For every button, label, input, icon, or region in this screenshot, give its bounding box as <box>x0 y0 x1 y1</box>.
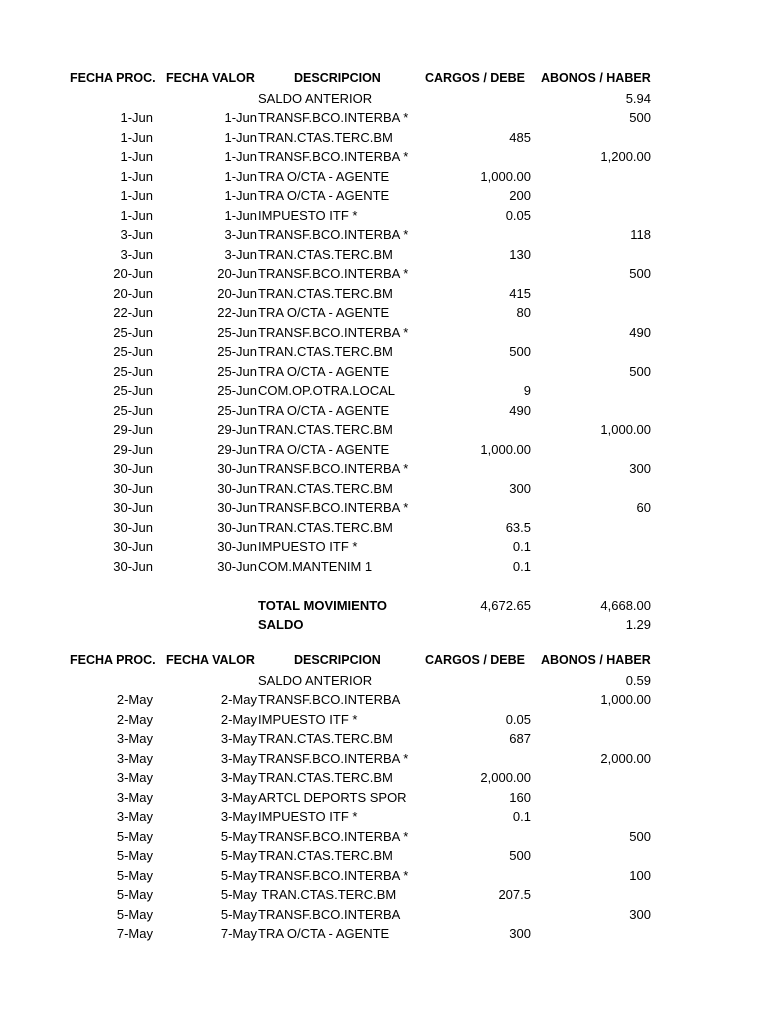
descripcion-cell: TRA O/CTA - AGENTE <box>258 926 390 941</box>
table-row <box>0 303 768 323</box>
table-row <box>0 264 768 284</box>
table-row <box>0 284 768 304</box>
fecha-valor-cell: 5-May <box>220 906 257 922</box>
descripcion-cell: COM.OP.OTRA.LOCAL <box>258 383 396 398</box>
header-row <box>0 69 768 89</box>
spacer <box>0 576 768 596</box>
table-row <box>0 362 768 382</box>
fecha-proc-cell: 25-Jun <box>113 324 153 340</box>
table-row <box>0 846 768 866</box>
descripcion-cell: ARTCL DEPORTS SPOR <box>258 789 407 805</box>
abono-cell: 500 <box>629 828 651 844</box>
descripcion-cell: TRAN.CTAS.TERC.BM <box>258 129 393 145</box>
fecha-proc-cell: 25-Jun <box>113 363 153 379</box>
total-abonos: 4,668.00 <box>600 597 651 613</box>
fecha-proc-cell: 30-Jun <box>113 480 153 496</box>
fecha-proc-cell: 7-May <box>116 926 153 941</box>
abono-cell: 300 <box>629 906 651 922</box>
descripcion-cell: TRA O/CTA - AGENTE <box>258 402 390 418</box>
table-row <box>0 788 768 808</box>
fecha-proc-cell: 20-Jun <box>113 285 153 301</box>
fecha-valor-cell: 3-May <box>220 731 257 746</box>
descripcion-cell: COM.MANTENIM 1 <box>258 558 373 574</box>
may-section <box>0 651 768 944</box>
descripcion-cell: TRANSF.BCO.INTERBA * <box>258 266 409 281</box>
descripcion-cell: SALDO ANTERIOR <box>258 90 373 106</box>
descripcion-cell: TRANSF.BCO.INTERBA * <box>258 227 409 242</box>
fecha-proc-cell: 3-May <box>116 789 153 805</box>
fecha-proc-cell: 5-May <box>116 887 153 902</box>
fecha-valor-cell: 30-Jun <box>217 480 257 496</box>
fecha-proc-cell: 1-Jun <box>120 188 153 203</box>
descripcion-cell: TRANSF.BCO.INTERBA * <box>258 867 409 883</box>
header-abonos: ABONOS / HABER <box>541 653 651 667</box>
cargo-cell: 9 <box>523 383 531 398</box>
abono-cell: 60 <box>636 500 651 515</box>
fecha-proc-cell: 30-Jun <box>113 519 153 535</box>
cargo-cell: 490 <box>509 402 531 418</box>
fecha-proc-cell: 1-Jun <box>120 207 153 223</box>
may-rows <box>0 671 768 944</box>
fecha-valor-cell: 3-Jun <box>224 246 257 262</box>
abono-cell: 500 <box>629 363 651 379</box>
abono-cell: 1,000.00 <box>600 692 651 707</box>
fecha-proc-cell: 3-Jun <box>120 227 153 242</box>
table-row <box>0 827 768 847</box>
abono-cell: 500 <box>629 266 651 281</box>
fecha-valor-cell: 3-Jun <box>224 227 257 242</box>
fecha-valor-cell: 22-Jun <box>217 305 257 320</box>
table-row <box>0 537 768 557</box>
cargo-cell: 415 <box>509 285 531 301</box>
fecha-proc-cell: 5-May <box>116 828 153 844</box>
header-fecha-valor: FECHA VALOR <box>166 653 255 667</box>
header-cargos: CARGOS / DEBE <box>425 71 526 85</box>
saldo-value: 1.29 <box>625 617 651 632</box>
cargo-cell: 485 <box>509 129 531 145</box>
cargo-cell: 130 <box>509 246 531 262</box>
header-fecha-proc: FECHA PROC. <box>70 71 156 85</box>
table-row <box>0 866 768 886</box>
cargo-cell: 0.1 <box>512 558 531 574</box>
descripcion-cell: TRAN.CTAS.TERC.BM <box>258 344 393 359</box>
cargo-cell: 207.5 <box>498 887 531 902</box>
fecha-proc-cell: 30-Jun <box>113 539 153 554</box>
fecha-valor-cell: 2-May <box>220 692 257 707</box>
header-fecha-valor: FECHA VALOR <box>166 71 255 85</box>
table-row <box>0 401 768 421</box>
table-row <box>0 459 768 479</box>
fecha-proc-cell: 22-Jun <box>113 305 153 320</box>
header-descripcion: DESCRIPCION <box>294 653 381 667</box>
fecha-valor-cell: 30-Jun <box>217 519 257 535</box>
table-row <box>0 710 768 730</box>
fecha-valor-cell: 1-Jun <box>224 207 257 223</box>
table-row <box>0 147 768 167</box>
fecha-valor-cell: 29-Jun <box>217 422 257 437</box>
descripcion-cell: TRA O/CTA - AGENTE <box>258 441 390 457</box>
cargo-cell: 2,000.00 <box>480 770 531 785</box>
table-row <box>0 440 768 460</box>
table-row <box>0 108 768 128</box>
table-row <box>0 206 768 226</box>
fecha-valor-cell: 1-Jun <box>224 168 257 184</box>
cargo-cell: 1,000.00 <box>480 441 531 457</box>
descripcion-cell: IMPUESTO ITF * <box>258 809 358 824</box>
total-label: TOTAL MOVIMIENTO <box>258 597 388 613</box>
descripcion-cell: TRANSF.BCO.INTERBA * <box>258 828 409 844</box>
fecha-valor-cell: 1-Jun <box>224 149 257 164</box>
fecha-valor-cell: 25-Jun <box>217 324 257 340</box>
table-row <box>0 671 768 691</box>
descripcion-cell: TRAN.CTAS.TERC.BM <box>258 422 393 437</box>
descripcion-cell: IMPUESTO ITF * <box>258 207 358 223</box>
fecha-valor-cell: 30-Jun <box>217 461 257 476</box>
descripcion-cell: SALDO ANTERIOR <box>258 672 373 688</box>
fecha-valor-cell: 25-Jun <box>217 402 257 418</box>
fecha-valor-cell: 30-Jun <box>217 500 257 515</box>
descripcion-cell: TRA O/CTA - AGENTE <box>258 188 390 203</box>
fecha-proc-cell: 5-May <box>116 906 153 922</box>
descripcion-cell: IMPUESTO ITF * <box>258 539 358 554</box>
descripcion-cell: TRANSF.BCO.INTERBA * <box>258 149 409 164</box>
table-row <box>0 924 768 944</box>
header-cargos: CARGOS / DEBE <box>425 653 526 667</box>
fecha-proc-cell: 5-May <box>116 867 153 883</box>
fecha-proc-cell: 25-Jun <box>113 402 153 418</box>
cargo-cell: 63.5 <box>505 519 531 535</box>
table-row <box>0 420 768 440</box>
table-row <box>0 323 768 343</box>
header-descripcion: DESCRIPCION <box>294 71 381 85</box>
table-row <box>0 479 768 499</box>
table-row <box>0 186 768 206</box>
fecha-proc-cell: 3-May <box>116 809 153 824</box>
abono-cell: 500 <box>629 110 651 125</box>
fecha-valor-cell: 1-Jun <box>224 110 257 125</box>
fecha-valor-cell: 30-Jun <box>217 539 257 554</box>
fecha-valor-cell: 7-May <box>220 926 257 941</box>
june-rows <box>0 89 768 577</box>
cargo-cell: 200 <box>509 188 531 203</box>
table-row <box>0 89 768 109</box>
abono-cell: 300 <box>629 461 651 476</box>
fecha-valor-cell: 2-May <box>220 711 257 727</box>
fecha-proc-cell: 25-Jun <box>113 383 153 398</box>
descripcion-cell: TRANSF.BCO.INTERBA * <box>258 500 409 515</box>
fecha-valor-cell: 3-May <box>220 750 257 766</box>
table-row <box>0 518 768 538</box>
saldo-row <box>0 615 768 635</box>
descripcion-cell: IMPUESTO ITF * <box>258 711 358 727</box>
fecha-valor-cell: 25-Jun <box>217 363 257 379</box>
cargo-cell: 300 <box>509 480 531 496</box>
fecha-valor-cell: 25-Jun <box>217 344 257 359</box>
cargo-cell: 0.1 <box>512 539 531 554</box>
header-row <box>0 651 768 671</box>
table-row <box>0 381 768 401</box>
fecha-valor-cell: 30-Jun <box>217 558 257 574</box>
table-row <box>0 557 768 577</box>
table-row <box>0 342 768 362</box>
table-row <box>0 768 768 788</box>
june-section <box>0 69 768 635</box>
fecha-proc-cell: 30-Jun <box>113 500 153 515</box>
descripcion-cell: TRANSF.BCO.INTERBA * <box>258 110 409 125</box>
cargo-cell: 300 <box>509 926 531 941</box>
cargo-cell: 0.1 <box>512 809 531 824</box>
descripcion-cell: TRANSF.BCO.INTERBA <box>258 906 401 922</box>
descripcion-cell: TRA O/CTA - AGENTE <box>258 168 390 184</box>
fecha-valor-cell: 5-May <box>220 848 257 863</box>
fecha-proc-cell: 1-Jun <box>120 168 153 184</box>
fecha-valor-cell: 5-May <box>220 828 257 844</box>
fecha-valor-cell: 29-Jun <box>217 441 257 457</box>
table-row <box>0 498 768 518</box>
descripcion-cell: TRANSF.BCO.INTERBA * <box>258 324 409 340</box>
fecha-valor-cell: 1-Jun <box>224 129 257 145</box>
abono-cell: 5.94 <box>625 90 651 106</box>
table-row <box>0 225 768 245</box>
cargo-cell: 160 <box>509 789 531 805</box>
descripcion-cell: TRAN.CTAS.TERC.BM <box>258 285 393 301</box>
fecha-proc-cell: 3-May <box>116 750 153 766</box>
descripcion-cell: TRAN.CTAS.TERC.BM <box>258 731 393 746</box>
fecha-proc-cell: 2-May <box>116 711 153 727</box>
table-row <box>0 885 768 905</box>
table-row <box>0 690 768 710</box>
fecha-valor-cell: 5-May <box>220 867 257 883</box>
cargo-cell: 500 <box>509 344 531 359</box>
descripcion-cell: TRAN.CTAS.TERC.BM <box>258 246 393 262</box>
abono-cell: 490 <box>629 324 651 340</box>
fecha-proc-cell: 2-May <box>116 692 153 707</box>
fecha-valor-cell: 20-Jun <box>217 266 257 281</box>
header-fecha-proc: FECHA PROC. <box>70 653 156 667</box>
fecha-proc-cell: 3-Jun <box>120 246 153 262</box>
fecha-valor-cell: 3-May <box>220 770 257 785</box>
cargo-cell: 0.05 <box>505 711 531 727</box>
fecha-proc-cell: 1-Jun <box>120 149 153 164</box>
descripcion-cell: TRANSF.BCO.INTERBA <box>258 692 401 707</box>
abono-cell: 100 <box>629 867 651 883</box>
fecha-proc-cell: 29-Jun <box>113 422 153 437</box>
fecha-proc-cell: 3-May <box>116 731 153 746</box>
abono-cell: 0.59 <box>625 672 651 688</box>
cargo-cell: 500 <box>509 848 531 863</box>
fecha-proc-cell: 30-Jun <box>113 558 153 574</box>
saldo-label: SALDO <box>258 617 304 632</box>
descripcion-cell: TRANSF.BCO.INTERBA * <box>258 461 409 476</box>
fecha-proc-cell: 1-Jun <box>120 129 153 145</box>
total-cargos: 4,672.65 <box>480 597 531 613</box>
cargo-cell: 80 <box>516 305 531 320</box>
cargo-cell: 1,000.00 <box>480 168 531 184</box>
abono-cell: 2,000.00 <box>600 750 651 766</box>
fecha-valor-cell: 20-Jun <box>217 285 257 301</box>
table-row <box>0 167 768 187</box>
table-row <box>0 729 768 749</box>
fecha-valor-cell: 5-May <box>220 887 257 902</box>
descripcion-cell: TRAN.CTAS.TERC.BM <box>258 887 397 902</box>
abono-cell: 1,200.00 <box>600 149 651 164</box>
fecha-valor-cell: 3-May <box>220 809 257 824</box>
fecha-proc-cell: 3-May <box>116 770 153 785</box>
table-row <box>0 245 768 265</box>
fecha-proc-cell: 1-Jun <box>120 110 153 125</box>
descripcion-cell: TRAN.CTAS.TERC.BM <box>258 480 393 496</box>
fecha-proc-cell: 29-Jun <box>113 441 153 457</box>
descripcion-cell: TRA O/CTA - AGENTE <box>258 363 390 379</box>
table-row <box>0 905 768 925</box>
descripcion-cell: TRANSF.BCO.INTERBA * <box>258 750 409 766</box>
cargo-cell: 0.05 <box>505 207 531 223</box>
fecha-proc-cell: 20-Jun <box>113 266 153 281</box>
abono-cell: 118 <box>630 227 651 242</box>
table-row <box>0 128 768 148</box>
descripcion-cell: TRA O/CTA - AGENTE <box>258 305 390 320</box>
fecha-proc-cell: 5-May <box>116 848 153 863</box>
descripcion-cell: TRAN.CTAS.TERC.BM <box>258 519 393 535</box>
descripcion-cell: TRAN.CTAS.TERC.BM <box>258 770 393 785</box>
fecha-proc-cell: 25-Jun <box>113 344 153 359</box>
fecha-valor-cell: 25-Jun <box>217 383 257 398</box>
table-row <box>0 807 768 827</box>
fecha-proc-cell: 30-Jun <box>113 461 153 476</box>
table-row <box>0 749 768 769</box>
header-abonos: ABONOS / HABER <box>541 71 651 85</box>
cargo-cell: 687 <box>509 731 531 746</box>
descripcion-cell: TRAN.CTAS.TERC.BM <box>258 848 393 863</box>
fecha-valor-cell: 3-May <box>220 789 257 805</box>
abono-cell: 1,000.00 <box>600 422 651 437</box>
fecha-valor-cell: 1-Jun <box>224 188 257 203</box>
total-row <box>0 596 768 616</box>
